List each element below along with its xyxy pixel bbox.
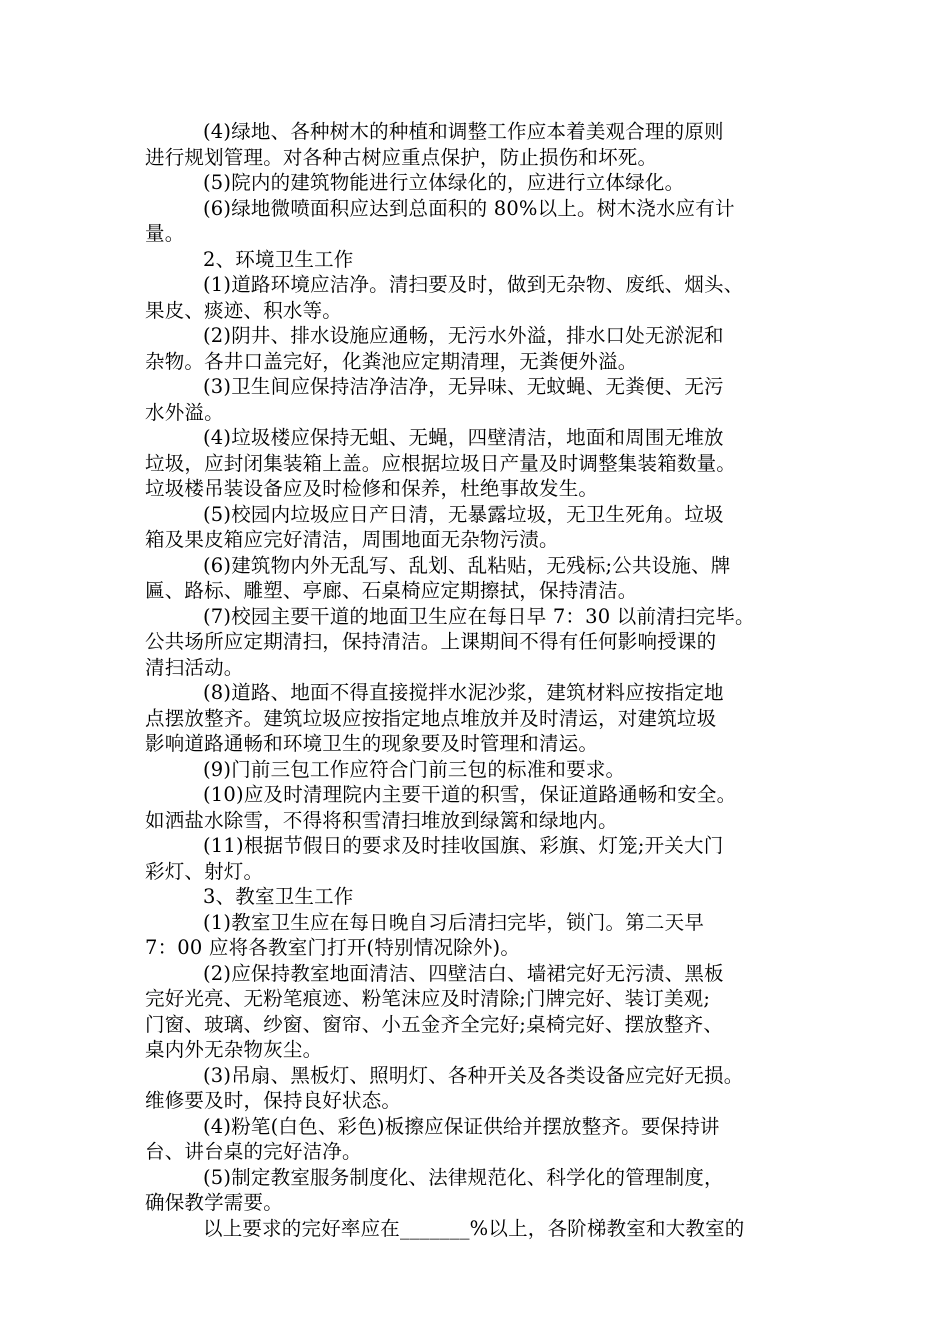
text-line: (9)门前三包工作应符合门前三包的标准和要求。 [203,757,626,781]
text-line: (1)道路环境应洁净。清扫要及时，做到无杂物、废纸、烟头、 [203,273,744,296]
text-line: (4)绿地、各种树木的种植和调整工作应本着美观合理的原则 [203,120,724,143]
text-line: (7)校园主要干道的地面卫生应在每日早 7：30 以前清扫完毕。 [203,604,755,628]
text-line: (2)阴井、排水设施应通畅，无污水外溢，排水口处无淤泥和 [203,324,724,347]
text-line: 水外溢。 [145,400,224,424]
text-line: 匾、路标、雕塑、亭廊、石桌椅应定期擦拭，保持清洁。 [145,579,638,602]
text-line: (5)制定教室服务制度化、法律规范化、科学化的管理制度， [203,1165,724,1189]
text-line: 7：00 应将各教室门打开(特别情况除外)。 [145,936,521,959]
text-line: (5)校园内垃圾应日产日清，无暴露垃圾，无卫生死角。垃圾 [203,502,724,526]
text-line: (5)院内的建筑物能进行立体绿化的，应进行立体绿化。 [203,171,685,194]
text-line: 确保教学需要。 [145,1191,283,1214]
text-line: 清扫活动。 [145,655,244,679]
text-line: (11)根据节假日的要求及时挂收国旗、彩旗、灯笼;开关大门 [203,834,724,857]
text-line: (6)绿地微喷面积应达到总面积的 80%以上。树木浇水应有计 [203,196,735,220]
text-line: 影响道路通畅和环境卫生的现象要及时管理和清运。 [145,732,599,755]
document-body [145,119,825,1241]
text-line: 彩灯、射灯。 [145,859,264,883]
text-line: 台、讲台桌的完好洁净。 [145,1140,362,1163]
text-line: 杂物。各井口盖完好，化粪池应定期清理，无粪便外溢。 [145,349,638,373]
text-line: 3、教室卫生工作 [203,885,354,908]
text-line: 如洒盐水除雪，不得将积雪清扫堆放到绿篱和绿地内。 [145,808,618,832]
text-line: 公共场所应定期清扫，保持清洁。上课期间不得有任何影响授课的 [145,630,717,653]
text-line: (3)吊扇、黑板灯、照明灯、各种开关及各类设备应完好无损。 [203,1063,744,1087]
text-line: 垃圾楼吊装设备应及时检修和保养，杜绝事故发生。 [145,477,599,500]
text-line: (8)道路、地面不得直接搅拌水泥沙浆，建筑材料应按指定地 [203,681,724,704]
text-line: 桌内外无杂物灰尘。 [145,1038,323,1061]
text-line: (2)应保持教室地面清洁、四壁洁白、墙裙完好无污渍、黑板 [203,961,724,985]
text-line: 2、环境卫生工作 [203,247,354,271]
text-line: (3)卫生间应保持洁净洁净，无异味、无蚊蝇、无粪便、无污 [203,375,724,398]
text-line: 量。 [145,222,185,245]
text-line: 点摆放整齐。建筑垃圾应按指定地点堆放并及时清运，对建筑垃圾 [145,706,717,730]
text-line: (6)建筑物内外无乱写、乱划、乱粘贴，无残标;公共设施、牌 [203,553,731,577]
text-line: 果皮、痰迹、积水等。 [145,298,343,322]
text-line: (10)应及时清理院内主要干道的积雪，保证道路通畅和安全。 [203,783,737,806]
text-line: (4)粉笔(白色、彩色)板擦应保证供给并摆放整齐。要保持讲 [203,1114,720,1138]
text-line: (1)教室卫生应在每日晚自习后清扫完毕，锁门。第二天早 [203,910,705,934]
text-line: 维修要及时，保持良好状态。 [145,1089,402,1112]
text-line: 门窗、玻璃、纱窗、窗帘、小五金齐全完好;桌椅完好、摆放整齐、 [145,1012,724,1036]
text-line: 箱及果皮箱应完好清洁，周围地面无杂物污渍。 [145,528,559,551]
text-line: 进行规划管理。对各种古树应重点保护，防止损伤和坏死。 [145,145,658,169]
text-line: 以上要求的完好率应在_______%以上，各阶梯教室和大教室的 [203,1216,745,1240]
text-line: 完好光亮、无粉笔痕迹、粉笔沫应及时清除;门牌完好、装订美观; [145,987,711,1010]
text-line: (4)垃圾楼应保持无蛆、无蝇，四壁清洁，地面和周围无堆放 [203,426,724,449]
text-line: 垃圾，应封闭集装箱上盖。应根据垃圾日产量及时调整集装箱数量。 [145,451,737,475]
